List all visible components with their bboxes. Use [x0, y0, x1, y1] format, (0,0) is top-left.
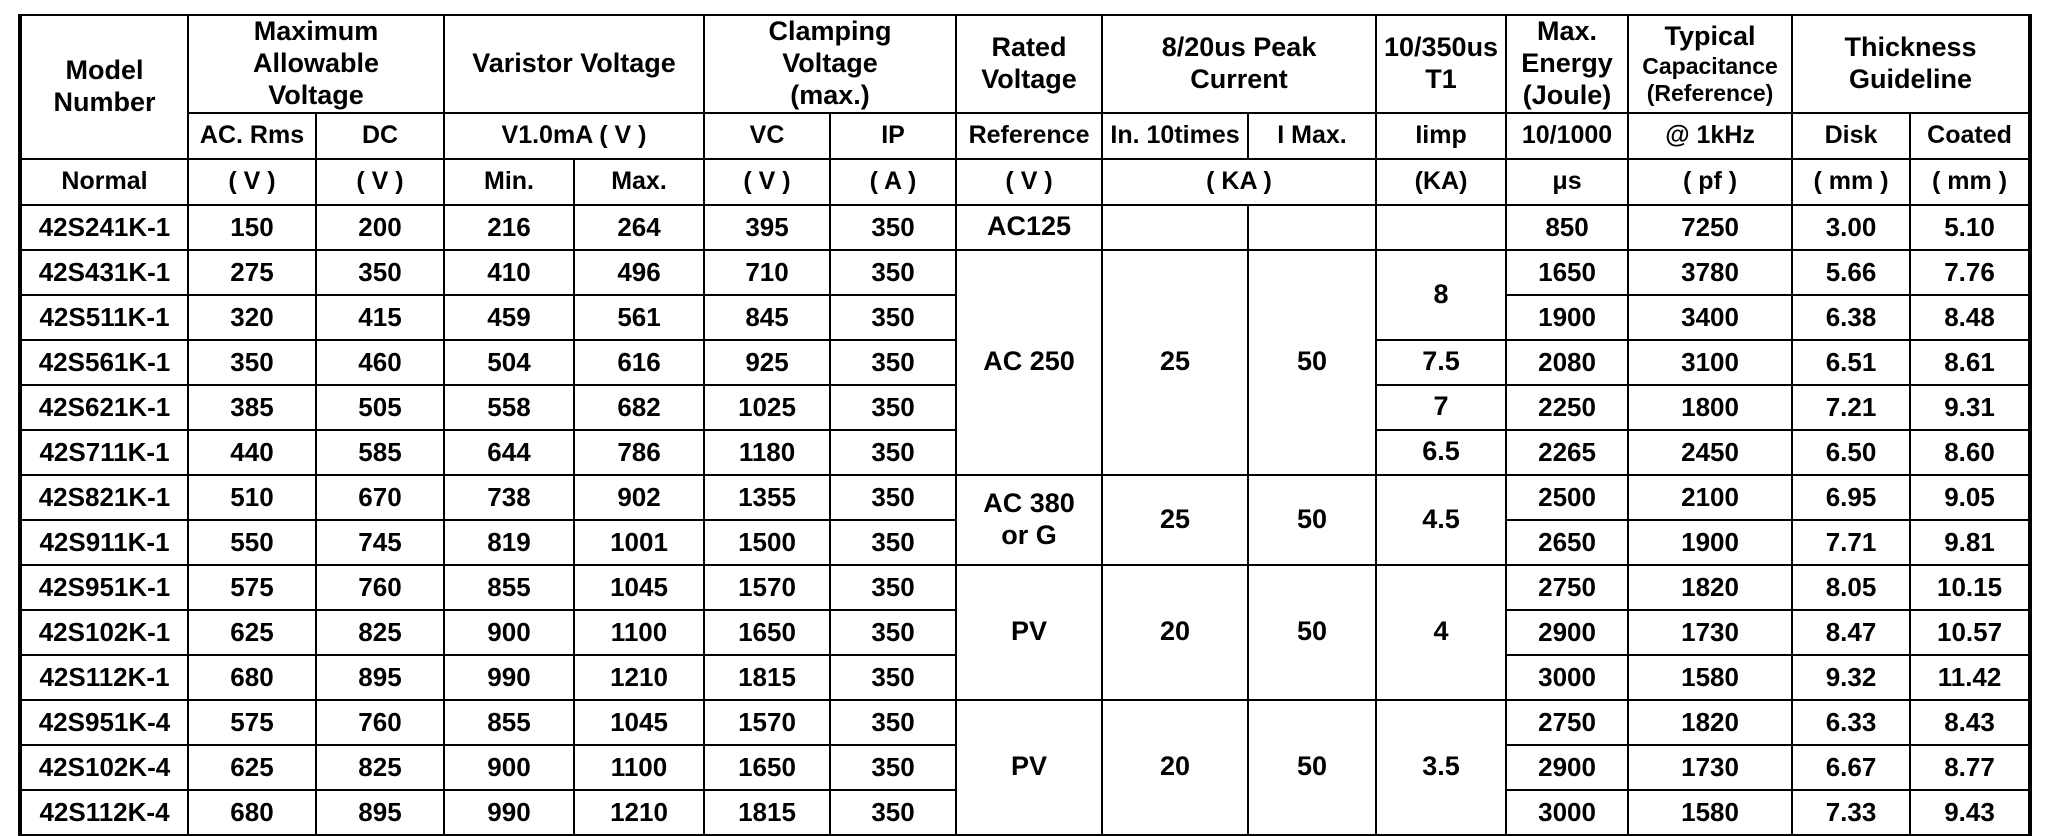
- cell-reference: PV: [956, 565, 1102, 700]
- cell-reference: [956, 475, 1102, 565]
- cell-dc: 825: [316, 745, 444, 790]
- header-typical-capacitance: [1628, 15, 1792, 113]
- table-row: [20, 205, 2030, 250]
- cell-capacitance: 1730: [1628, 745, 1792, 790]
- cell-vmin: 855: [444, 565, 574, 610]
- cell-capacitance: 3780: [1628, 250, 1792, 295]
- cell-ac-rms: 350: [188, 340, 316, 385]
- cell-coated: 8.77: [1910, 745, 2030, 790]
- cell-vmax: 616: [574, 340, 704, 385]
- cell-in-10times-blank: [1102, 205, 1248, 250]
- cell-in-10times: 20: [1102, 565, 1248, 700]
- cell-vc: 1650: [704, 745, 830, 790]
- cell-capacitance: 2450: [1628, 430, 1792, 475]
- cell-disk: 7.33: [1792, 790, 1910, 835]
- cell-disk: 6.67: [1792, 745, 1910, 790]
- cell-capacitance: 1580: [1628, 655, 1792, 700]
- header-row-sub: [20, 113, 2030, 159]
- cell-vc: 1570: [704, 700, 830, 745]
- cell-ac-rms: 550: [188, 520, 316, 565]
- unit-coated: ( mm ): [1910, 159, 2030, 205]
- cell-capacitance: 7250: [1628, 205, 1792, 250]
- cell-vmax: 1045: [574, 565, 704, 610]
- cell-model: 42S102K-4: [20, 745, 188, 790]
- cell-ip: 350: [830, 430, 956, 475]
- header-varistor-line1: Varistor Voltage: [472, 47, 676, 78]
- cell-capacitance: 2100: [1628, 475, 1792, 520]
- cell-coated: 8.61: [1910, 340, 2030, 385]
- cell-ac-rms: 385: [188, 385, 316, 430]
- subheader-reference: Reference: [956, 113, 1102, 159]
- cell-vmin: 900: [444, 745, 574, 790]
- header-peak-line1: 8/20us Peak: [1161, 31, 1317, 62]
- unit-vc: ( V ): [704, 159, 830, 205]
- cell-iimp: 8: [1376, 250, 1506, 340]
- cell-coated: 11.42: [1910, 655, 2030, 700]
- unit-ka: ( KA ): [1102, 159, 1376, 205]
- cell-ip: 350: [830, 700, 956, 745]
- cell-vc: 1570: [704, 565, 830, 610]
- cell-capacitance: 1730: [1628, 610, 1792, 655]
- cell-energy: 2500: [1506, 475, 1628, 520]
- cell-disk: 6.50: [1792, 430, 1910, 475]
- unit-dc: ( V ): [316, 159, 444, 205]
- cell-vmin: 410: [444, 250, 574, 295]
- cell-vmin: 459: [444, 295, 574, 340]
- cell-energy: 2750: [1506, 565, 1628, 610]
- header-t1-line1: 10/350us: [1383, 31, 1499, 62]
- subheader-v1ma: V1.0mA ( V ): [444, 113, 704, 159]
- cell-vc: 1650: [704, 610, 830, 655]
- cell-vmax: 1100: [574, 610, 704, 655]
- table-row: [20, 475, 2030, 520]
- cell-ip: 350: [830, 250, 956, 295]
- cell-vmin: 558: [444, 385, 574, 430]
- cell-energy: 1650: [1506, 250, 1628, 295]
- cell-coated: 7.76: [1910, 250, 2030, 295]
- subheader-iimp: Iimp: [1376, 113, 1506, 159]
- header-varistor-voltage: [444, 15, 704, 113]
- cell-energy: 2650: [1506, 520, 1628, 565]
- cell-dc: 895: [316, 655, 444, 700]
- header-max-line1: Maximum: [253, 16, 379, 46]
- unit-reference: ( V ): [956, 159, 1102, 205]
- header-thick-line1: Thickness: [1844, 31, 1977, 62]
- header-row-groups: [20, 15, 2030, 113]
- cell-coated: 5.10: [1910, 205, 2030, 250]
- header-rated-line1: Rated: [991, 31, 1067, 62]
- cell-energy: 3000: [1506, 790, 1628, 835]
- cell-model: 42S711K-1: [20, 430, 188, 475]
- unit-energy: μs: [1506, 159, 1628, 205]
- table-row: [20, 565, 2030, 610]
- cell-vmin: 216: [444, 205, 574, 250]
- header-cap-line1: Typical: [1664, 20, 1756, 51]
- cell-capacitance: 3100: [1628, 340, 1792, 385]
- subheader-energy-ratio: 10/1000: [1506, 113, 1628, 159]
- cell-disk: 6.38: [1792, 295, 1910, 340]
- cell-ip: 350: [830, 610, 956, 655]
- cell-model: 42S112K-1: [20, 655, 188, 700]
- cell-vmin: 990: [444, 790, 574, 835]
- cell-model: 42S561K-1: [20, 340, 188, 385]
- cell-in-10times: 25: [1102, 250, 1248, 475]
- cell-vc: 1355: [704, 475, 830, 520]
- cell-vmax: 786: [574, 430, 704, 475]
- cell-vmax: 682: [574, 385, 704, 430]
- cell-vc: 925: [704, 340, 830, 385]
- cell-imax: 50: [1248, 700, 1376, 835]
- cell-model: 42S431K-1: [20, 250, 188, 295]
- header-model-number: [20, 15, 188, 159]
- subheader-ac-rms: AC. Rms: [188, 113, 316, 159]
- header-rated-line2: Voltage: [981, 63, 1077, 94]
- cell-model: 42S102K-1: [20, 610, 188, 655]
- cell-disk: 7.71: [1792, 520, 1910, 565]
- cell-in-10times: 20: [1102, 700, 1248, 835]
- subheader-at-1khz: @ 1kHz: [1628, 113, 1792, 159]
- cell-ac-rms: 150: [188, 205, 316, 250]
- cell-vc: 845: [704, 295, 830, 340]
- cell-model: 42S951K-1: [20, 565, 188, 610]
- cell-disk: 9.32: [1792, 655, 1910, 700]
- cell-disk: 8.05: [1792, 565, 1910, 610]
- cell-iimp: 6.5: [1376, 430, 1506, 475]
- cell-disk: 6.51: [1792, 340, 1910, 385]
- cell-vmin: 644: [444, 430, 574, 475]
- cell-vmax: 1210: [574, 655, 704, 700]
- cell-ip: 350: [830, 340, 956, 385]
- cell-coated: 8.60: [1910, 430, 2030, 475]
- header-cap-line2: Capacitance: [1642, 52, 1778, 79]
- cell-reference: AC 250: [956, 250, 1102, 475]
- unit-v-min: Min.: [444, 159, 574, 205]
- cell-coated: 10.15: [1910, 565, 2030, 610]
- header-max-energy: [1506, 15, 1628, 113]
- specification-table: [18, 14, 2032, 836]
- cell-ip: 350: [830, 655, 956, 700]
- cell-coated: 9.31: [1910, 385, 2030, 430]
- cell-model: 42S241K-1: [20, 205, 188, 250]
- cell-vmin: 738: [444, 475, 574, 520]
- cell-imax: 50: [1248, 565, 1376, 700]
- cell-capacitance: 1820: [1628, 565, 1792, 610]
- cell-vc: 1180: [704, 430, 830, 475]
- cell-ac-rms: 320: [188, 295, 316, 340]
- subheader-in-10times: In. 10times: [1102, 113, 1248, 159]
- cell-vc: 1025: [704, 385, 830, 430]
- cell-model: 42S621K-1: [20, 385, 188, 430]
- cell-energy: 2750: [1506, 700, 1628, 745]
- cell-iimp: 3.5: [1376, 700, 1506, 835]
- cell-vmax: 1045: [574, 700, 704, 745]
- cell-energy: 1900: [1506, 295, 1628, 340]
- cell-disk: 5.66: [1792, 250, 1910, 295]
- cell-capacitance: 1800: [1628, 385, 1792, 430]
- cell-model: 42S911K-1: [20, 520, 188, 565]
- cell-dc: 895: [316, 790, 444, 835]
- cell-reference: AC125: [956, 205, 1102, 250]
- cell-vmax: 1210: [574, 790, 704, 835]
- unit-v-max: Max.: [574, 159, 704, 205]
- header-peak-current: [1102, 15, 1376, 113]
- subheader-imax: I Max.: [1248, 113, 1376, 159]
- cell-capacitance: 1900: [1628, 520, 1792, 565]
- header-model-line1: Model: [65, 54, 144, 85]
- cell-capacitance: 3400: [1628, 295, 1792, 340]
- cell-model: 42S821K-1: [20, 475, 188, 520]
- cell-vmin: 504: [444, 340, 574, 385]
- cell-energy: 3000: [1506, 655, 1628, 700]
- cell-ac-rms: 625: [188, 745, 316, 790]
- cell-iimp: 4.5: [1376, 475, 1506, 565]
- cell-ip: 350: [830, 520, 956, 565]
- cell-ac-rms: 440: [188, 430, 316, 475]
- cell-imax-blank: [1248, 205, 1376, 250]
- cell-vmin: 900: [444, 610, 574, 655]
- cell-model: 42S511K-1: [20, 295, 188, 340]
- header-thick-line2: Guideline: [1849, 63, 1973, 94]
- cell-capacitance: 1820: [1628, 700, 1792, 745]
- cell-dc: 505: [316, 385, 444, 430]
- cell-iimp-blank: [1376, 205, 1506, 250]
- table-body: [20, 205, 2030, 835]
- cell-model: 42S112K-4: [20, 790, 188, 835]
- cell-ip: 350: [830, 565, 956, 610]
- cell-vc: 710: [704, 250, 830, 295]
- cell-ip: 350: [830, 295, 956, 340]
- cell-energy: 2250: [1506, 385, 1628, 430]
- header-clamp-line1: Clamping: [768, 16, 892, 46]
- cell-vmax: 1001: [574, 520, 704, 565]
- cell-reference: PV: [956, 700, 1102, 835]
- cell-model: 42S951K-4: [20, 700, 188, 745]
- cell-disk: 6.33: [1792, 700, 1910, 745]
- cell-vmin: 990: [444, 655, 574, 700]
- cell-coated: 8.43: [1910, 700, 2030, 745]
- cell-ip: 350: [830, 475, 956, 520]
- cell-vmax: 1100: [574, 745, 704, 790]
- header-clamping-voltage: [704, 15, 956, 113]
- cell-energy: 2900: [1506, 610, 1628, 655]
- cell-vc: 1815: [704, 655, 830, 700]
- cell-ip: 350: [830, 745, 956, 790]
- cell-dc: 585: [316, 430, 444, 475]
- cell-coated: 9.43: [1910, 790, 2030, 835]
- cell-vmax: 264: [574, 205, 704, 250]
- cell-dc: 350: [316, 250, 444, 295]
- table-row: [20, 700, 2030, 745]
- unit-iimp: (KA): [1376, 159, 1506, 205]
- cell-ac-rms: 575: [188, 700, 316, 745]
- header-maximum-allowable-voltage: [188, 15, 444, 113]
- cell-vc: 395: [704, 205, 830, 250]
- cell-ac-rms: 510: [188, 475, 316, 520]
- subheader-dc: DC: [316, 113, 444, 159]
- unit-ac-rms: ( V ): [188, 159, 316, 205]
- header-energy-line3: (Joule): [1522, 79, 1612, 110]
- cell-energy: 2080: [1506, 340, 1628, 385]
- subheader-vc: VC: [704, 113, 830, 159]
- header-peak-line2: Current: [1190, 63, 1288, 94]
- table-row: [20, 250, 2030, 295]
- cell-coated: 8.48: [1910, 295, 2030, 340]
- cell-iimp: 7.5: [1376, 340, 1506, 385]
- unit-disk: ( mm ): [1792, 159, 1910, 205]
- cell-dc: 460: [316, 340, 444, 385]
- cell-dc: 415: [316, 295, 444, 340]
- header-clamp-line2: Voltage: [782, 47, 878, 78]
- subheader-ip: IP: [830, 113, 956, 159]
- cell-dc: 760: [316, 700, 444, 745]
- subheader-coated: Coated: [1910, 113, 2030, 159]
- cell-coated: 10.57: [1910, 610, 2030, 655]
- cell-ac-rms: 680: [188, 790, 316, 835]
- header-10-350us-t1: [1376, 15, 1506, 113]
- cell-imax: 50: [1248, 475, 1376, 565]
- cell-dc: 200: [316, 205, 444, 250]
- cell-energy: 2265: [1506, 430, 1628, 475]
- cell-dc: 760: [316, 565, 444, 610]
- cell-vmin: 819: [444, 520, 574, 565]
- cell-ac-rms: 575: [188, 565, 316, 610]
- header-energy-line2: Energy: [1521, 47, 1613, 78]
- unit-ip: ( A ): [830, 159, 956, 205]
- cell-vc: 1500: [704, 520, 830, 565]
- cell-ac-rms: 275: [188, 250, 316, 295]
- cell-dc: 670: [316, 475, 444, 520]
- header-max-line2: Allowable: [252, 47, 380, 78]
- cell-dc: 825: [316, 610, 444, 655]
- cell-ip: 350: [830, 790, 956, 835]
- cell-ac-rms: 625: [188, 610, 316, 655]
- unit-capacitance: ( pf ): [1628, 159, 1792, 205]
- cell-disk: 3.00: [1792, 205, 1910, 250]
- header-clamp-line3: (max.): [790, 79, 870, 110]
- header-model-line2: Number: [53, 86, 156, 117]
- header-rated-voltage: [956, 15, 1102, 113]
- cell-imax: 50: [1248, 250, 1376, 475]
- cell-disk: 7.21: [1792, 385, 1910, 430]
- cell-energy: 850: [1506, 205, 1628, 250]
- cell-ip: 350: [830, 205, 956, 250]
- subheader-disk: Disk: [1792, 113, 1910, 159]
- cell-vc: 1815: [704, 790, 830, 835]
- cell-energy: 2900: [1506, 745, 1628, 790]
- cell-coated: 9.81: [1910, 520, 2030, 565]
- cell-iimp: 4: [1376, 565, 1506, 700]
- cell-ip: 350: [830, 385, 956, 430]
- header-thickness-guideline: [1792, 15, 2030, 113]
- cell-capacitance: 1580: [1628, 790, 1792, 835]
- header-cap-line3: (Reference): [1646, 79, 1774, 106]
- cell-disk: 8.47: [1792, 610, 1910, 655]
- cell-reference-line1: AC 380: [983, 487, 1075, 518]
- header-t1-line2: T1: [1425, 63, 1457, 94]
- cell-ac-rms: 680: [188, 655, 316, 700]
- cell-coated: 9.05: [1910, 475, 2030, 520]
- cell-in-10times: 25: [1102, 475, 1248, 565]
- table-header: [20, 15, 2030, 205]
- cell-vmax: 902: [574, 475, 704, 520]
- cell-vmax: 496: [574, 250, 704, 295]
- subheader-model-normal: Normal: [20, 159, 188, 205]
- cell-vmax: 561: [574, 295, 704, 340]
- header-energy-line1: Max.: [1537, 16, 1598, 46]
- header-row-units: [20, 159, 2030, 205]
- cell-disk: 6.95: [1792, 475, 1910, 520]
- cell-iimp: 7: [1376, 385, 1506, 430]
- cell-dc: 745: [316, 520, 444, 565]
- header-max-line3: Voltage: [268, 79, 364, 110]
- cell-vmin: 855: [444, 700, 574, 745]
- cell-reference-line2: or G: [1001, 519, 1057, 550]
